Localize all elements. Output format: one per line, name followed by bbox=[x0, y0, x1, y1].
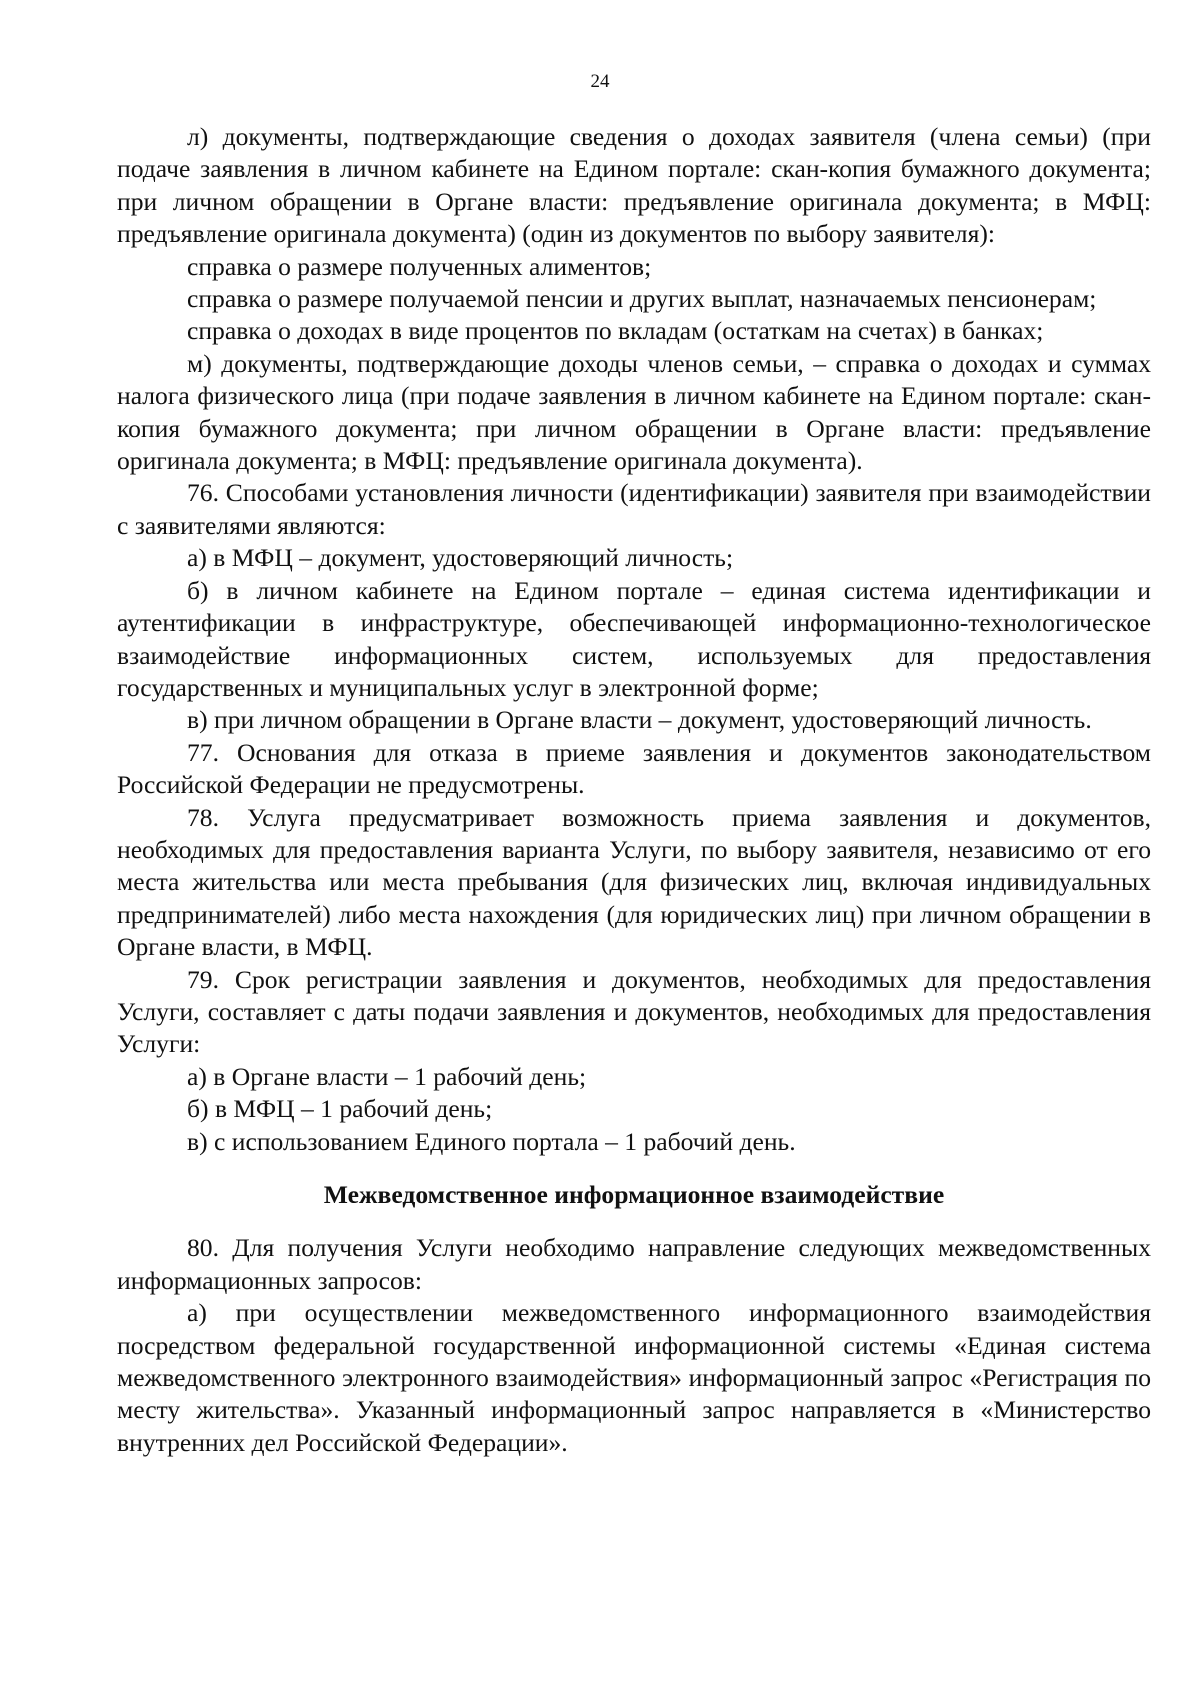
paragraph-l-income-documents: л) документы, подтверждающие сведения о доходах заявителя (члена семьи) (при подаче заявления в личном кабинете на Едином портале: скан-копия бумажного документа; при личном обращении в Органе власти: предъявление оригинала документа; в МФЦ: предъявление оригинала документа) (один из документов по выбору заявителя): bbox=[117, 122, 1151, 249]
paragraph-80-a: а) при осуществлении межведомственного информационного взаимодействия посредством федеральной государственной информационной системы «Единая система межведомственного электронного взаимодействия» информационный запрос «Регистрация по месту жительства». Указанный информационный запрос направляется в «Министерство внутренних дел Российской Федерации». bbox=[117, 1298, 1151, 1457]
document-body bbox=[117, 121, 1151, 1459]
paragraph-m-family-income: м) документы, подтверждающие доходы членов семьи, – справка о доходах и суммах налога физического лица (при подаче заявления в личном кабинете на Едином портале: скан-копия бумажного документа; при личном обращении в Органе власти: предъявление оригинала документа; в МФЦ: предъявление оригинала документа). bbox=[117, 348, 1151, 476]
paragraph-pension-certificate: справка о размере получаемой пенсии и других выплат, назначаемых пенсионерам; bbox=[187, 284, 1097, 314]
paragraph-76-b: б) в личном кабинете на Едином портале – единая система идентификации и аутентификации в инфраструктуре, обеспечивающей информационно-технологическое взаимодействие информационных систем, используемых для предоставления государственных и муниципальных услуг в электронной форме; bbox=[117, 575, 1151, 702]
paragraph-76-v: в) при личном обращении в Органе власти – документ, удостоверяющий личность. bbox=[187, 705, 1092, 735]
paragraph-80: 80. Для получения Услуги необходимо направление следующих межведомственных информационных запросов: bbox=[117, 1233, 1151, 1295]
paragraph-78: 78. Услуга предусматривает возможность приема заявления и документов, необходимых для предоставления варианта Услуги, по выбору заявителя, независимо от его места жительства или места пребывания (для физических лиц, включая индивидуальных предпринимателей) либо места нахождения (для юридических лиц) при личном обращении в Органе власти, в МФЦ. bbox=[117, 802, 1151, 962]
paragraph-76-a: а) в МФЦ – документ, удостоверяющий личность; bbox=[187, 543, 734, 573]
paragraph-79-v: в) с использованием Единого портала – 1 рабочий день. bbox=[187, 1126, 796, 1156]
page-number: 24 bbox=[590, 71, 610, 92]
paragraph-77: 77. Основания для отказа в приеме заявления и документов законодательством Российской Федерации не предусмотрены. bbox=[117, 737, 1151, 800]
paragraph-79-a: а) в Органе власти – 1 рабочий день; bbox=[187, 1061, 587, 1091]
paragraph-alimony-certificate: справка о размере полученных алиментов; bbox=[187, 251, 652, 281]
paragraph-79-b: б) в МФЦ – 1 рабочий день; bbox=[187, 1094, 493, 1124]
paragraph-76: 76. Способами установления личности (идентификации) заявителя при взаимодействии с заявителями являются: bbox=[117, 478, 1151, 540]
section-heading: Межведомственное информационное взаимодействие bbox=[323, 1180, 945, 1209]
paragraph-79: 79. Срок регистрации заявления и документов, необходимых для предоставления Услуги, составляет с даты подачи заявления и документов, необходимых для предоставления Услуги: bbox=[117, 964, 1151, 1059]
paragraph-deposit-interest-certificate: справка о доходах в виде процентов по вкладам (остаткам на счетах) в банках; bbox=[187, 316, 1044, 346]
